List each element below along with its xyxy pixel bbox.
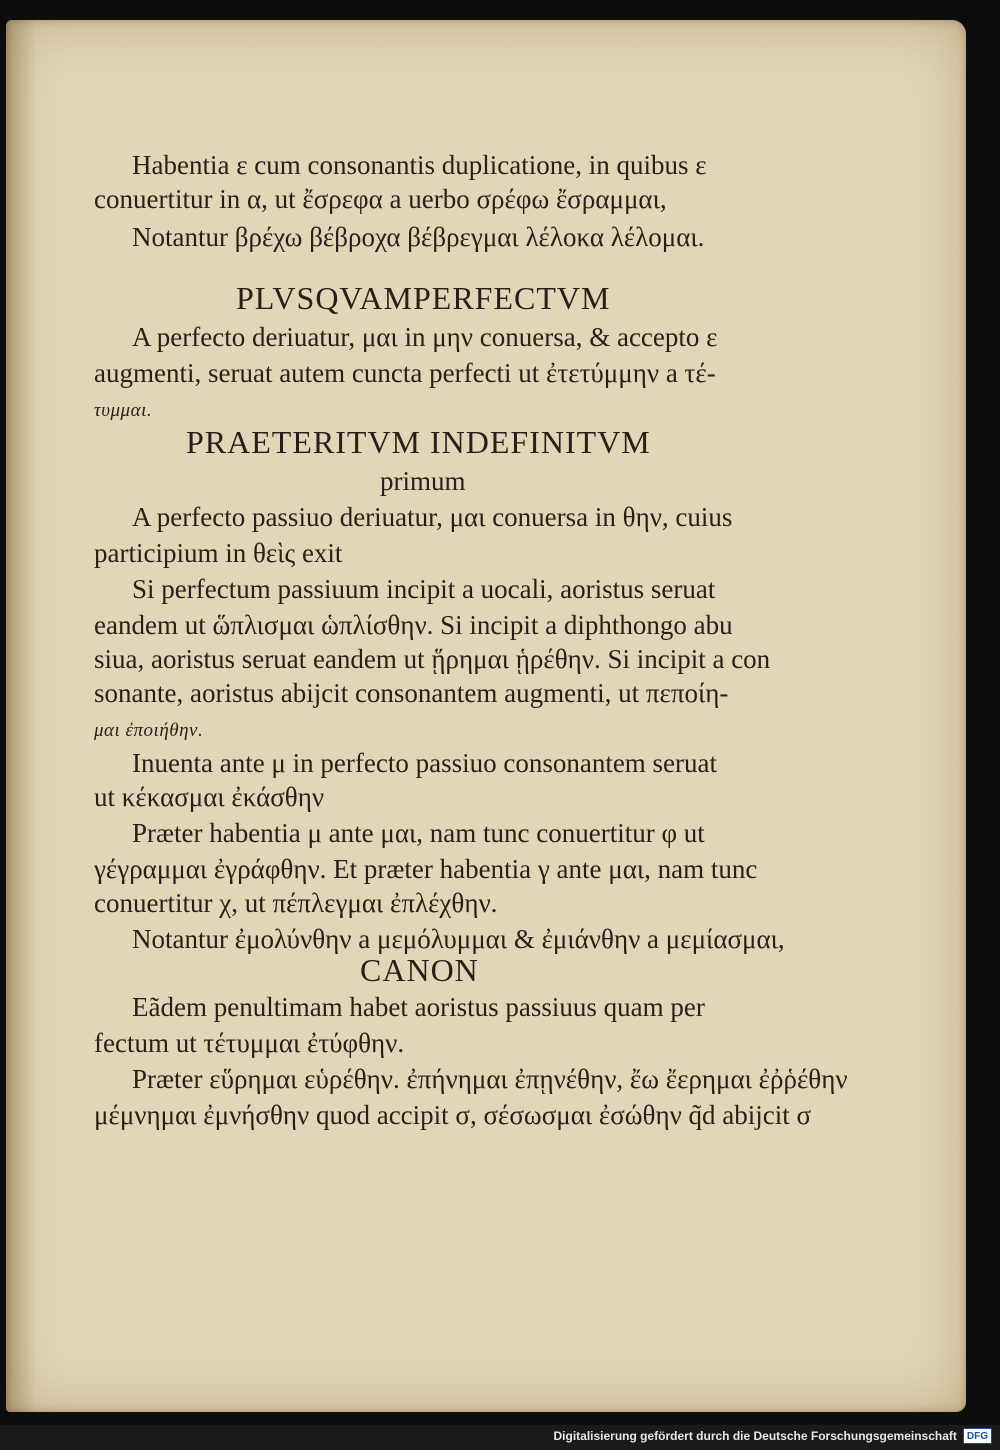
text-line: Eãdem penultimam habet aoristus passiuus quam per xyxy=(132,992,705,1022)
text-line: γέγραμμαι ἐγράφθην. Et præter habentia γ ante μαι, nam tunc xyxy=(94,854,758,884)
digitization-footer xyxy=(553,1426,992,1446)
text-line: conuertitur in α, ut ἔσρεφα a uerbo σρέφω ἔσραμμαι, xyxy=(94,184,667,214)
text-line: eandem ut ὥπλισμαι ὡπλίσθην. Si incipit a diphthongo abu xyxy=(94,610,733,640)
text-line: Præter εὕρημαι εὑρέθην. ἐπήνημαι ἐπῃνέθην, ἔω ἔερημαι ἐῤῥέθην xyxy=(132,1064,848,1094)
text-line: A perfecto deriuatur, μαι in μην conuersa, & accepto ε xyxy=(132,322,718,352)
text-line: augmenti, seruat autem cuncta perfecti ut ἐτετύμμην a τέ- xyxy=(94,358,716,388)
text-line: A perfecto passiuo deriuatur, μαι conuersa in θην, cuius xyxy=(132,502,733,532)
text-line: sonante, aoristus abijcit consonantem augmenti, ut πεποίη- xyxy=(94,678,729,708)
text-line: μέμνημαι ἐμνήσθην quod accipit σ, σέσωσμαι ἐσώθην q̃d abijcit σ xyxy=(94,1100,812,1130)
text-line: μαι ἐποιήθην. xyxy=(94,720,204,741)
book-page xyxy=(6,20,966,1412)
footer-credit: Digitalisierung gefördert durch die Deutsche Forschungsgemeinschaft xyxy=(553,1429,957,1443)
dfg-logo: DFG xyxy=(963,1428,992,1444)
text-line: ut κέκασμαι ἐκάσθην xyxy=(94,782,325,812)
text-line: τυμμαι. xyxy=(94,400,153,421)
text-line: Habentia ε cum consonantis duplicatione, in quibus ε xyxy=(132,150,707,180)
text-line: Notantur ἐμολύνθην a μεμόλυμμαι & ἐμιάνθην a μεμίασμαι, xyxy=(132,924,785,954)
text-line: Notantur βρέχω βέβροχα βέβρεγμαι λέλοκα λέλομαι. xyxy=(132,222,705,252)
subheading-primum: primum xyxy=(380,466,466,496)
text-line: Si perfectum passiuum incipit a uocali, aoristus seruat xyxy=(132,574,716,604)
text-line: Inuenta ante μ in perfecto passiuo consonantem seruat xyxy=(132,748,718,778)
text-line: siua, aoristus seruat eandem ut ᾕρημαι ᾑρέθην. Si incipit a con xyxy=(94,644,771,674)
heading-canon: CANON xyxy=(360,952,479,988)
text-line: participium in θεὶς exit xyxy=(94,538,343,568)
text-line: conuertitur χ, ut πέπλεγμαι ἐπλέχθην. xyxy=(94,888,498,918)
heading-plusquamperfectum: PLVSQVAMPERFECTVM xyxy=(236,280,611,316)
text-line: Præter habentia μ ante μαι, nam tunc conuertitur φ ut xyxy=(132,818,705,848)
heading-praeteritum-indefinitum: PRAETERITVM INDEFINITVM xyxy=(186,424,651,460)
text-line: fectum ut τέτυμμαι ἐτύφθην. xyxy=(94,1028,405,1058)
